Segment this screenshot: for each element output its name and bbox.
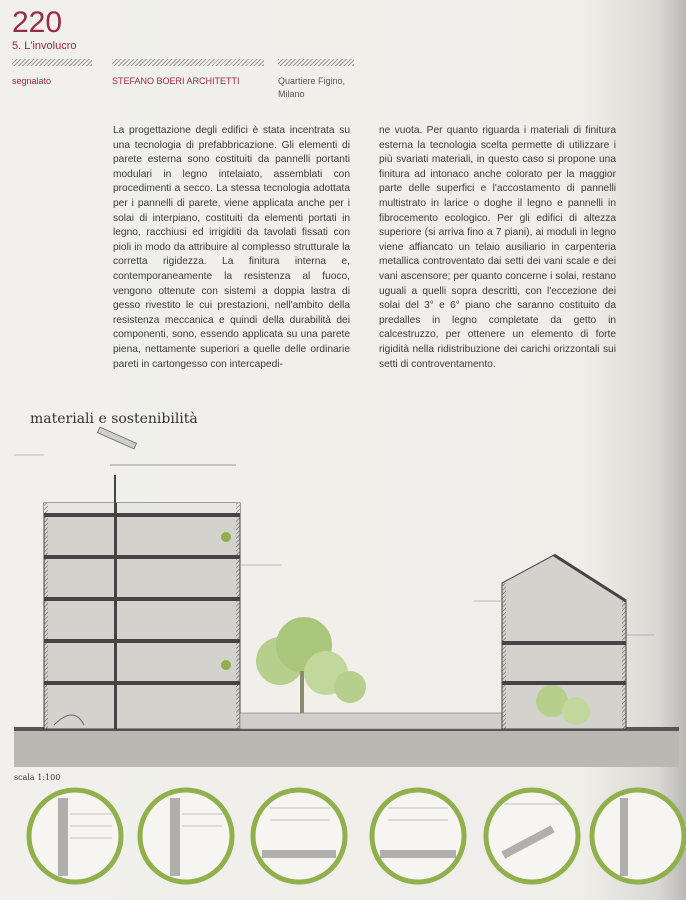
trees (256, 617, 366, 727)
connecting-wall (240, 713, 502, 729)
detail-circle (140, 790, 232, 882)
hatch-divider (12, 59, 92, 66)
body-column-1 (113, 124, 350, 372)
project-location: Quartiere Figino, Milano (278, 76, 346, 99)
hatch-divider (112, 59, 264, 66)
detail-circle (372, 790, 464, 882)
building-section-drawing (14, 425, 686, 777)
ground-section (14, 727, 679, 767)
chapter-title: 5. L'involucro (12, 40, 77, 52)
right-building (502, 555, 626, 729)
body-column-2 (379, 124, 616, 372)
hatch-divider (278, 59, 354, 66)
detail-circle (29, 790, 121, 882)
construction-details (0, 778, 686, 900)
detail-circle (253, 790, 345, 882)
body-text: ne vuota. Per quanto riguarda i materiali di finitura esterna la tecnologia scelta permette di utilizzare i più svariati materiali, in questo caso si propone una finitura ad intonaco anche colorato per la maggior parte delle superfici e l'accostamento di pannelli multistrato in larice o doghe il legno e pannelli in fibrocemento ecologico. Per gli edifici di altezza superiore (si arriva fino a 7 piani), ai moduli in legno viene affiancato un telaio ausiliario in carpenteria metallica controventato dai setti dei vani scale e dei vani ascensore; per quanto concerne i solai, restano uguali a quelli sopra descritti, con l'eccezione dei solai del 3° e 6° piano che saranno costituito da predalles in legno completate da getto in calcestruzzo, per ottenere un elemento di forte rigidità nella ridistribuzione dei carichi orizzontali sui setti di controventamento. (379, 125, 616, 370)
detail-circle (592, 790, 684, 882)
meta-label: segnalato (12, 76, 52, 86)
section-title: materiali e sostenibilità (30, 411, 198, 427)
body-text: La progettazione degli edifici è stata incentrata su una tecnologia di prefabbricazione. Gli elementi di parete esterna sono costituiti da pannelli portanti modulari in legno intelaiato, assemblati con procedimenti a secco. La stessa tecnologia adottata per i pannelli di parete, viene applicata anche per i solai di interpiano, costituiti da elementi portati in legno, racchiusi ed irrigiditi da tavolati fissati con pioli in modo da attribuire al complesso strutturale la corretta rigidezza. La finitura interna e, contemporaneamente la resistenza al fuoco, vengono ottenute con sistemi a doppia lastra di gesso rivestito le cui prestazioni, nell'ambito della resistenza meccanica e quindi della durabilità dei componenti, sono, essendo applicata su una parete piena, nettamente superiori a quelle delle ordinarie pareti in cartongesso con intercapedi- (113, 125, 350, 370)
detail-circle (486, 790, 578, 882)
left-building (44, 427, 240, 729)
architect-name: STEFANO BOERI ARCHITETTI (112, 76, 240, 86)
scale-label: scala 1:100 (14, 773, 61, 782)
page-number: 220 (12, 6, 63, 39)
